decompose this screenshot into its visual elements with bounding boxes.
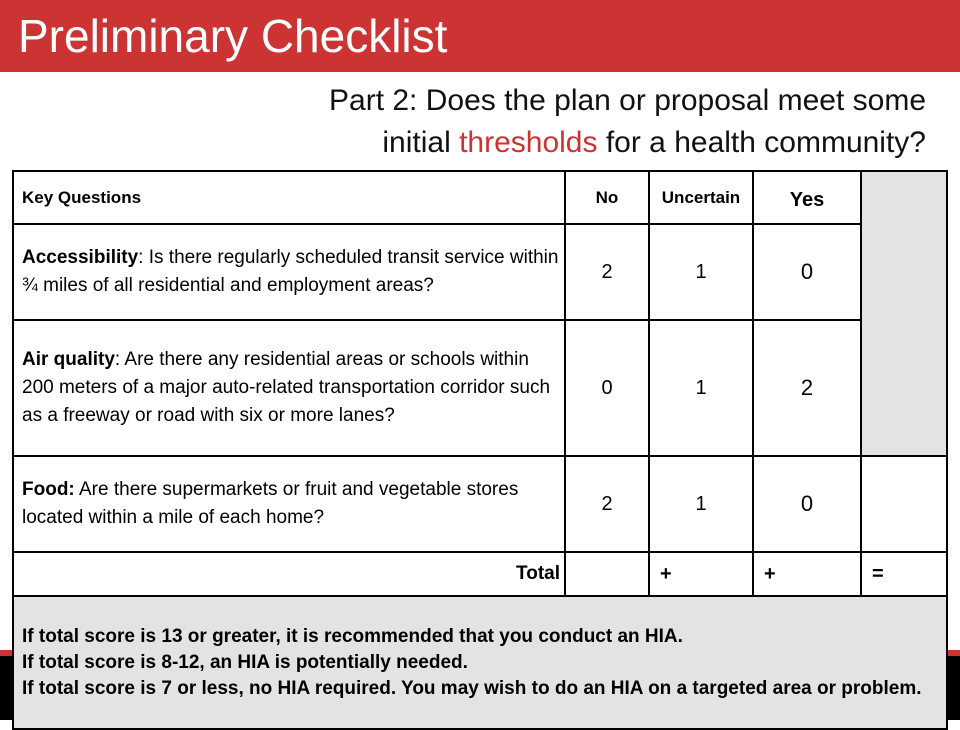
score-uncertain: 1	[649, 224, 753, 320]
score-yes: 2	[753, 320, 861, 456]
score-guidance	[13, 596, 947, 729]
subtitle-line-1: Part 2: Does the plan or proposal meet some	[329, 84, 926, 117]
question-text: : Is there regularly scheduled transit service within ¾ miles of all residential and employment areas?	[22, 247, 559, 296]
guidance-line: If total score is 7 or less, no HIA required. You may wish to do an HIA on a targeted area or problem.	[22, 677, 922, 699]
score-uncertain: 1	[649, 456, 753, 552]
total-row	[13, 552, 947, 596]
header-no: No	[565, 171, 649, 224]
subtitle-highlight: thresholds	[459, 126, 598, 159]
score-yes: 0	[753, 224, 861, 320]
score-cell-food	[861, 456, 947, 552]
table-row	[13, 224, 947, 320]
guidance-line: If total score is 8-12, an HIA is potentially needed.	[22, 651, 468, 673]
subtitle-line-2	[329, 122, 926, 164]
total-label: Total	[13, 552, 565, 596]
question-text: : Are there any residential areas or schools within 200 meters of a major auto-related transportation corridor such as a freeway or road with six or more lanes?	[22, 349, 551, 426]
question-accessibility	[13, 224, 565, 320]
score-yes: 0	[753, 456, 861, 552]
checklist-table	[12, 170, 948, 730]
header-key-questions: Key Questions	[13, 171, 565, 224]
subtitle-line-2-start: initial	[382, 126, 460, 159]
score-uncertain: 1	[649, 320, 753, 456]
table-row	[13, 320, 947, 456]
shaded-score-cell	[861, 171, 947, 456]
total-plus-1: +	[649, 552, 753, 596]
question-label: Food:	[22, 479, 75, 500]
subtitle-line-2-end: for a health community?	[597, 126, 926, 159]
total-plus-2: +	[753, 552, 861, 596]
question-food	[13, 456, 565, 552]
title-bar	[0, 0, 960, 72]
question-label: Accessibility	[22, 247, 139, 268]
guidance-line: If total score is 13 or greater, it is recommended that you conduct an HIA.	[22, 625, 683, 647]
header-yes: Yes	[753, 171, 861, 224]
total-no-cell	[565, 552, 649, 596]
page-title: Preliminary Checklist	[18, 10, 448, 62]
score-no: 2	[565, 456, 649, 552]
score-no: 2	[565, 224, 649, 320]
question-label: Air quality	[22, 349, 115, 370]
table-row	[13, 456, 947, 552]
header-uncertain: Uncertain	[649, 171, 753, 224]
question-text: Are there supermarkets or fruit and vegetable stores located within a mile of each home?	[22, 479, 519, 528]
notes-row	[13, 596, 947, 729]
subtitle	[329, 80, 926, 164]
total-equals: =	[861, 552, 947, 596]
score-no: 0	[565, 320, 649, 456]
header-row	[13, 171, 947, 224]
question-air-quality	[13, 320, 565, 456]
